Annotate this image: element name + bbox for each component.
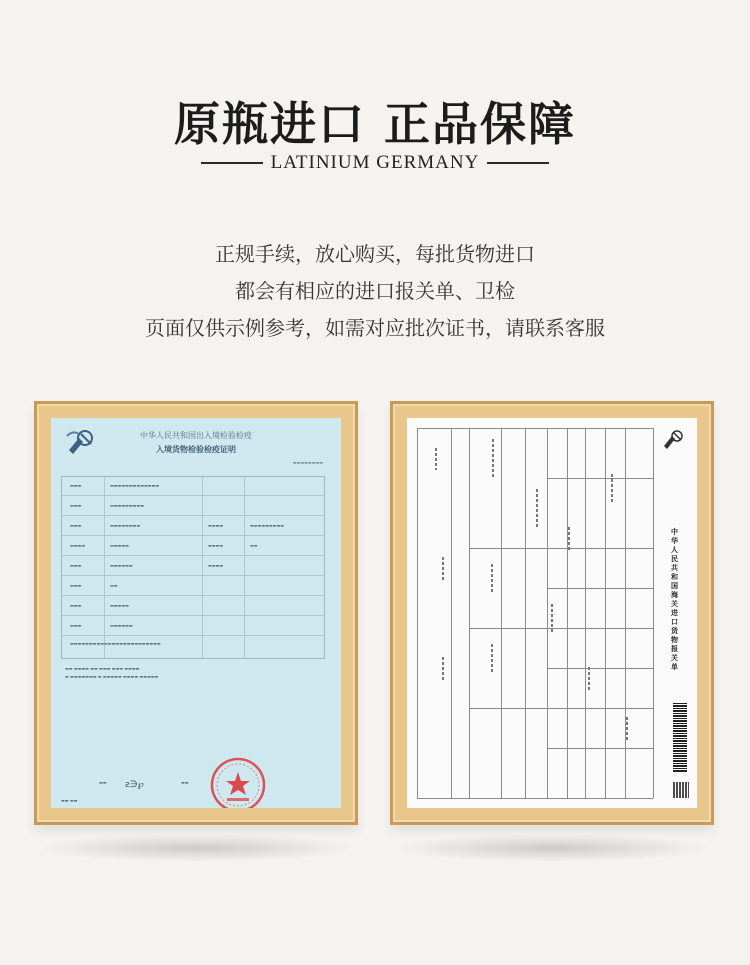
description-line-3: 页面仅供示例参考，如需对应批次证书，请联系客服 — [145, 316, 605, 340]
description — [0, 236, 750, 347]
certificate-table: ▬▬▬ ▬▬▬▬▬▬▬▬▬▬▬▬▬ ▬▬▬ ▬▬▬▬▬▬▬▬▬ ▬▬▬ ▬▬▬▬▬▬▬▬ ▬▬▬▬ ▬▬▬▬▬▬▬▬▬ ▬▬▬▬ ▬▬▬▬▬ ▬▬▬▬ ▬▬ ▬▬▬ ▬▬▬▬▬▬ ▬▬▬▬ ▬▬▬ ▬▬ ▬▬▬ ▬▬▬▬▬ ▬▬▬ ▬▬▬▬▬▬ ▬▬▬▬▬▬▬▬▬▬▬▬▬▬▬▬▬▬▬▬▬▬▬▬ — [61, 476, 325, 659]
description-line-1: 正规手续，放心购买，每批货物进口 — [215, 242, 535, 266]
subtitle-right-rule — [487, 162, 549, 164]
date-label: ▬▬ — [181, 780, 189, 785]
subtitle-left-rule — [201, 162, 263, 164]
subtitle-row — [0, 152, 750, 174]
subtitle: LATINIUM GERMANY — [270, 152, 480, 173]
certificate-heading: 中华人民共和国出入境检验检疫 — [140, 431, 252, 440]
certificate-number-blur: ▬▬▬▬▬▬▬▬ — [292, 460, 323, 465]
footer-note: ▬▬ ▬▬ — [61, 798, 78, 803]
qr-code-icon — [673, 782, 689, 798]
certificate-item-header: ▬▬ ▬▬▬▬ ▬▬ ▬▬▬ ▬▬▬ ▬▬▬▬ — [65, 666, 140, 671]
page-title: 原瓶进口 正品保障 — [173, 97, 576, 151]
customs-emblem-icon — [661, 428, 687, 450]
frame-shadow-right — [390, 834, 714, 862]
customs-declaration-image — [407, 418, 697, 808]
signature: ƨ∋℘ — [125, 780, 144, 790]
certificate-frame-left — [34, 401, 358, 825]
certificate-frame-right — [390, 401, 714, 825]
certificate-item-row: ▬ ▬▬▬▬▬▬▬ ▬ ▬▬▬▬▬ ▬▬▬▬ ▬▬▬▬▬ — [65, 674, 159, 679]
signature-label: ▬▬ — [99, 780, 107, 785]
official-seal-icon — [209, 756, 267, 808]
frame-shadow-left — [34, 834, 358, 862]
certificate-name: 入境货物检验检疫证明 — [156, 445, 236, 454]
description-line-2: 都会有相应的进口报关单、卫检 — [235, 279, 515, 303]
inspection-certificate-image — [51, 418, 341, 808]
barcode-icon — [673, 703, 687, 773]
customs-declaration-title: 中华人民共和国海关进口货物报关单 — [671, 528, 678, 671]
